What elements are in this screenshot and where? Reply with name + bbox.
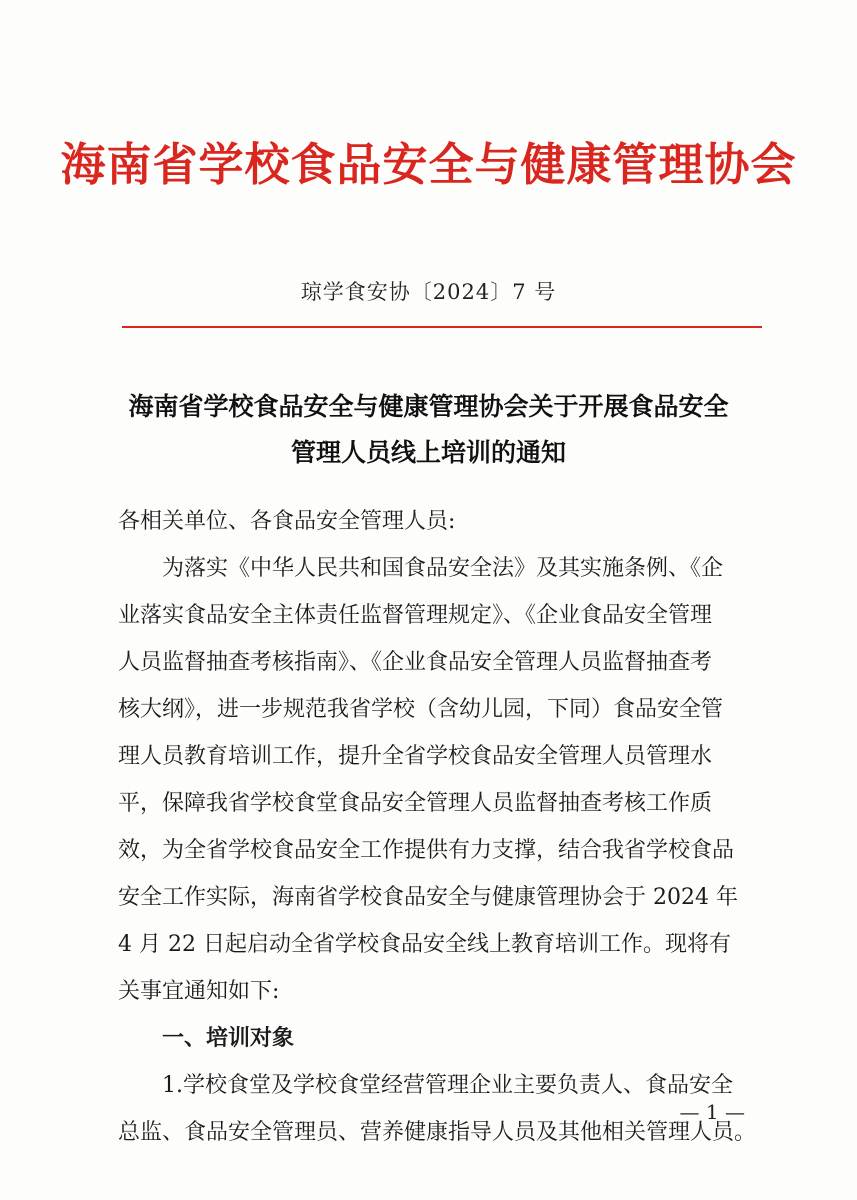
body-line: 1.学校食堂及学校食堂经营管理企业主要负责人、食品安全	[118, 1073, 733, 1098]
salutation: 各相关单位、各食品安全管理人员:	[118, 509, 456, 534]
body-line: 效，为全省学校食品安全工作提供有力支撑，结合我省学校食品	[118, 838, 735, 863]
body-line: 核大纲》，进一步规范我省学校（含幼儿园，下同）食品安全管	[118, 697, 724, 722]
body-line: 安全工作实际，海南省学校食品安全与健康管理协会于 2024 年	[118, 885, 738, 910]
title-line-2: 管理人员线上培训的通知	[290, 438, 566, 467]
body-line: 总监、食品安全管理员、营养健康指导人员及其他相关管理人员。	[118, 1120, 757, 1145]
body-line: 业落实食品安全主体责任监督管理规定》、《企业食品安全管理	[118, 603, 713, 628]
body-line: 4 月 22 日起启动全省学校食品安全线上教育培训工作。现将有	[118, 932, 731, 957]
body-line: 理人员教育培训工作，提升全省学校食品安全管理人员管理水	[118, 744, 713, 769]
title-line-1: 海南省学校食品安全与健康管理协会关于开展食品安全	[128, 392, 729, 421]
red-divider-line	[122, 326, 762, 328]
body-line: 为落实《中华人民共和国食品安全法》及其实施条例、《企	[118, 556, 724, 581]
body-line: 关事宜通知如下:	[118, 979, 280, 1004]
document-title	[0, 384, 857, 476]
page-number: — 1 —	[679, 1100, 745, 1124]
section-heading: 一、培训对象	[118, 1026, 295, 1051]
body-line: 人员监督抽查考核指南》、《企业食品安全管理人员监督抽查考	[118, 650, 713, 675]
body-line: 平，保障我省学校食堂食品安全管理人员监督抽查考核工作质	[118, 791, 713, 816]
document-number: 琼学食安协〔2024〕7 号	[300, 280, 557, 304]
organization-header: 海南省学校食品安全与健康管理协会	[60, 138, 797, 191]
